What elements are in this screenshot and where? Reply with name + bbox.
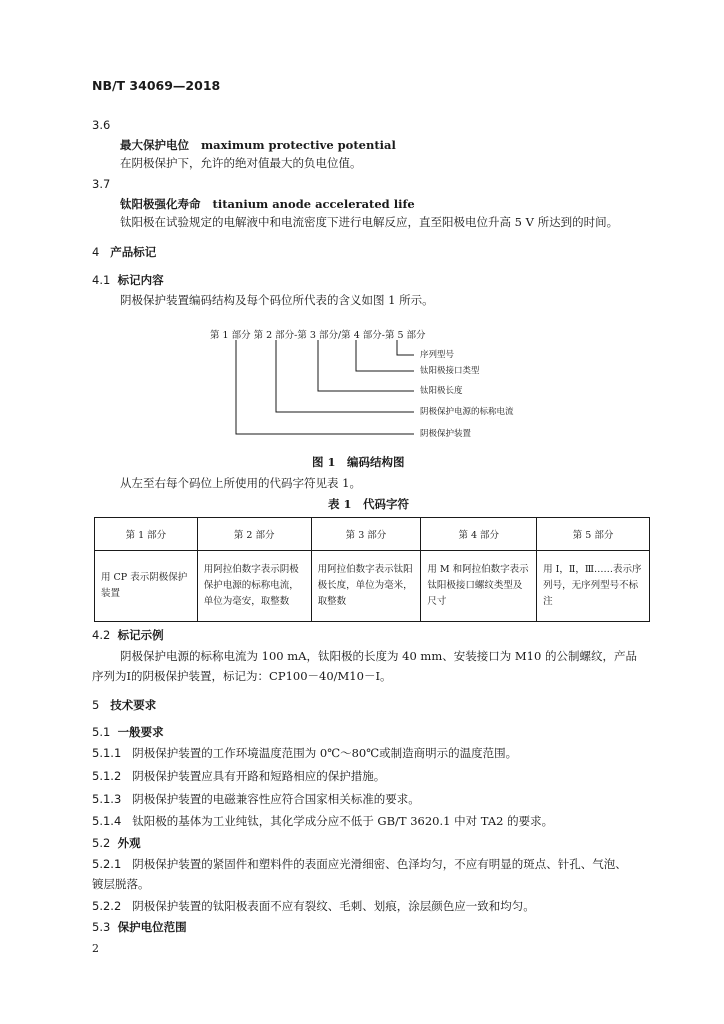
- table-header-cell: 第 3 部分: [311, 518, 421, 551]
- clause-5-1-3-number: 5.1.3: [92, 792, 122, 806]
- section-5-1-title: 一般要求: [117, 725, 164, 739]
- table-row: [95, 551, 650, 622]
- label-serial-type: 序列型号: [420, 350, 455, 360]
- term-cn-3-7: 钛阳极强化寿命: [120, 197, 201, 211]
- connector-part-2: [276, 340, 414, 412]
- clause-5-2-2-text: 阴极保护装置的钛阳极表面不应有裂纹、毛刺、划痕，涂层颜色应一致和均匀。: [132, 899, 535, 913]
- section-4-2-heading: [92, 627, 164, 643]
- clause-5-2-1-number: 5.2.1: [92, 857, 122, 871]
- table-cell: 用 CP 表示阴极保护装置: [95, 551, 198, 622]
- definition-3-7: 钛阳极在试验规定的电解液中和电流密度下进行电解反应，直至阳极电位升高 5 V 所达到的时间。: [120, 215, 619, 229]
- clause-5-2-1-line2: 镀层脱落。: [92, 877, 150, 891]
- label-protection-device: 阴极保护装置: [420, 429, 472, 439]
- section-5-3-heading: [92, 919, 187, 935]
- section-5-2-number: 5.2: [92, 836, 111, 850]
- clause-5-1-1-text: 阴极保护装置的工作环境温度范围为 0℃～80℃或制造商明示的温度范围。: [132, 746, 518, 760]
- section-5-3-number: 5.3: [92, 920, 111, 934]
- table-cell: 用阿拉伯数字表示阴极保护电源的标称电流，单位为毫安，取整数: [197, 551, 311, 622]
- connector-part-5: [397, 340, 414, 355]
- table-header-cell: 第 2 部分: [197, 518, 311, 551]
- section-5-2-title: 外观: [117, 836, 141, 850]
- standard-number: NB/T 34069—2018: [92, 78, 221, 93]
- connector-part-3: [318, 340, 414, 391]
- clause-5-2-1-text: 阴极保护装置的紧固件和塑料件的表面应光滑细密、色泽均匀，不应有明显的斑点、针孔、气泡、: [132, 857, 627, 871]
- clause-number-3-7: 3.7: [92, 177, 111, 191]
- page-number: 2: [92, 942, 99, 955]
- code-structure-diagram: [0, 0, 724, 450]
- label-anode-interface-type: 钛阳极接口类型: [420, 366, 480, 376]
- code-character-table: [94, 517, 650, 622]
- code-structure-parts: 第 1 部分 第 2 部分-第 3 部分/第 4 部分-第 5 部分: [210, 330, 426, 341]
- clause-number-3-6: 3.6: [92, 118, 111, 132]
- section-5-number: 5: [92, 698, 100, 712]
- section-4-1-number: 4.1: [92, 273, 111, 287]
- table-cell: 用 M 和阿拉伯数字表示钛阳极接口螺纹类型及尺寸: [421, 551, 537, 622]
- section-4-title: 产品标记: [110, 245, 157, 259]
- section-5-1-number: 5.1: [92, 725, 111, 739]
- section-4-2-number: 4.2: [92, 628, 111, 642]
- section-4-1-text: 阴极保护装置编码结构及每个码位所代表的含义如图 1 所示。: [120, 293, 434, 307]
- table-header-cell: 第 1 部分: [95, 518, 198, 551]
- clause-5-1-4-number: 5.1.4: [92, 814, 122, 828]
- section-4-number: 4: [92, 245, 100, 259]
- clause-5-1-3: [92, 791, 420, 807]
- label-anode-length: 钛阳极长度: [420, 386, 463, 396]
- section-5-title: 技术要求: [110, 698, 157, 712]
- label-nominal-current: 阴极保护电源的标称电流: [420, 407, 514, 417]
- section-4-2-title: 标记示例: [117, 628, 164, 642]
- clause-5-2-2-number: 5.2.2: [92, 899, 122, 913]
- clause-5-1-3-text: 阴极保护装置的电磁兼容性应符合国家相关标准的要求。: [132, 792, 420, 806]
- section-4-1-title: 标记内容: [117, 273, 164, 287]
- term-cn-3-6: 最大保护电位: [120, 138, 189, 152]
- clause-5-1-4-text: 钛阳极的基体为工业纯钛，其化学成分应不低于 GB/T 3620.1 中对 TA2 的要求。: [132, 814, 554, 828]
- section-5-1-heading: [92, 724, 164, 740]
- section-4-2-text-line2: 序列为Ⅰ的阴极保护装置，标记为：CP100－40/M10－Ⅰ。: [92, 669, 392, 683]
- clause-5-2-1-line1: [92, 856, 627, 872]
- section-5-2-heading: [92, 835, 141, 851]
- clause-5-1-4: [92, 813, 553, 829]
- section-5-heading: [92, 697, 156, 713]
- clause-5-1-1: [92, 745, 517, 761]
- clause-5-1-2-text: 阴极保护装置应具有开路和短路相应的保护措施。: [132, 769, 386, 783]
- table-cell: 用 Ⅰ，Ⅱ，Ⅲ……表示序列号，无序列型号不标注: [537, 551, 650, 622]
- table-cell: 用阿拉伯数字表示钛阳极长度，单位为毫米，取整数: [311, 551, 421, 622]
- definition-3-6: 在阴极保护下，允许的绝对值最大的负电位值。: [120, 156, 362, 170]
- section-5-3-title: 保护电位范围: [117, 920, 187, 934]
- term-en-3-6: maximum protective potential: [201, 138, 396, 152]
- term-en-3-7: titanium anode accelerated life: [212, 197, 415, 211]
- table-1-caption: 表 1 代码字符: [328, 497, 410, 511]
- table-header-cell: 第 5 部分: [537, 518, 650, 551]
- clause-5-1-2: [92, 768, 385, 784]
- figure-1-caption: 图 1 编码结构图: [312, 455, 405, 469]
- clause-5-1-1-number: 5.1.1: [92, 746, 122, 760]
- table-intro-text: 从左至右每个码位上所使用的代码字符见表 1。: [120, 476, 361, 490]
- section-4-2-text-line1: 阴极保护电源的标称电流为 100 mA，钛阳极的长度为 40 mm、安装接口为 M10 的公制螺纹，产品: [120, 649, 637, 663]
- table-header-cell: 第 4 部分: [421, 518, 537, 551]
- connector-part-1: [236, 340, 414, 434]
- clause-5-1-2-number: 5.1.2: [92, 769, 122, 783]
- table-header-row: [95, 518, 650, 551]
- clause-5-2-2: [92, 898, 535, 914]
